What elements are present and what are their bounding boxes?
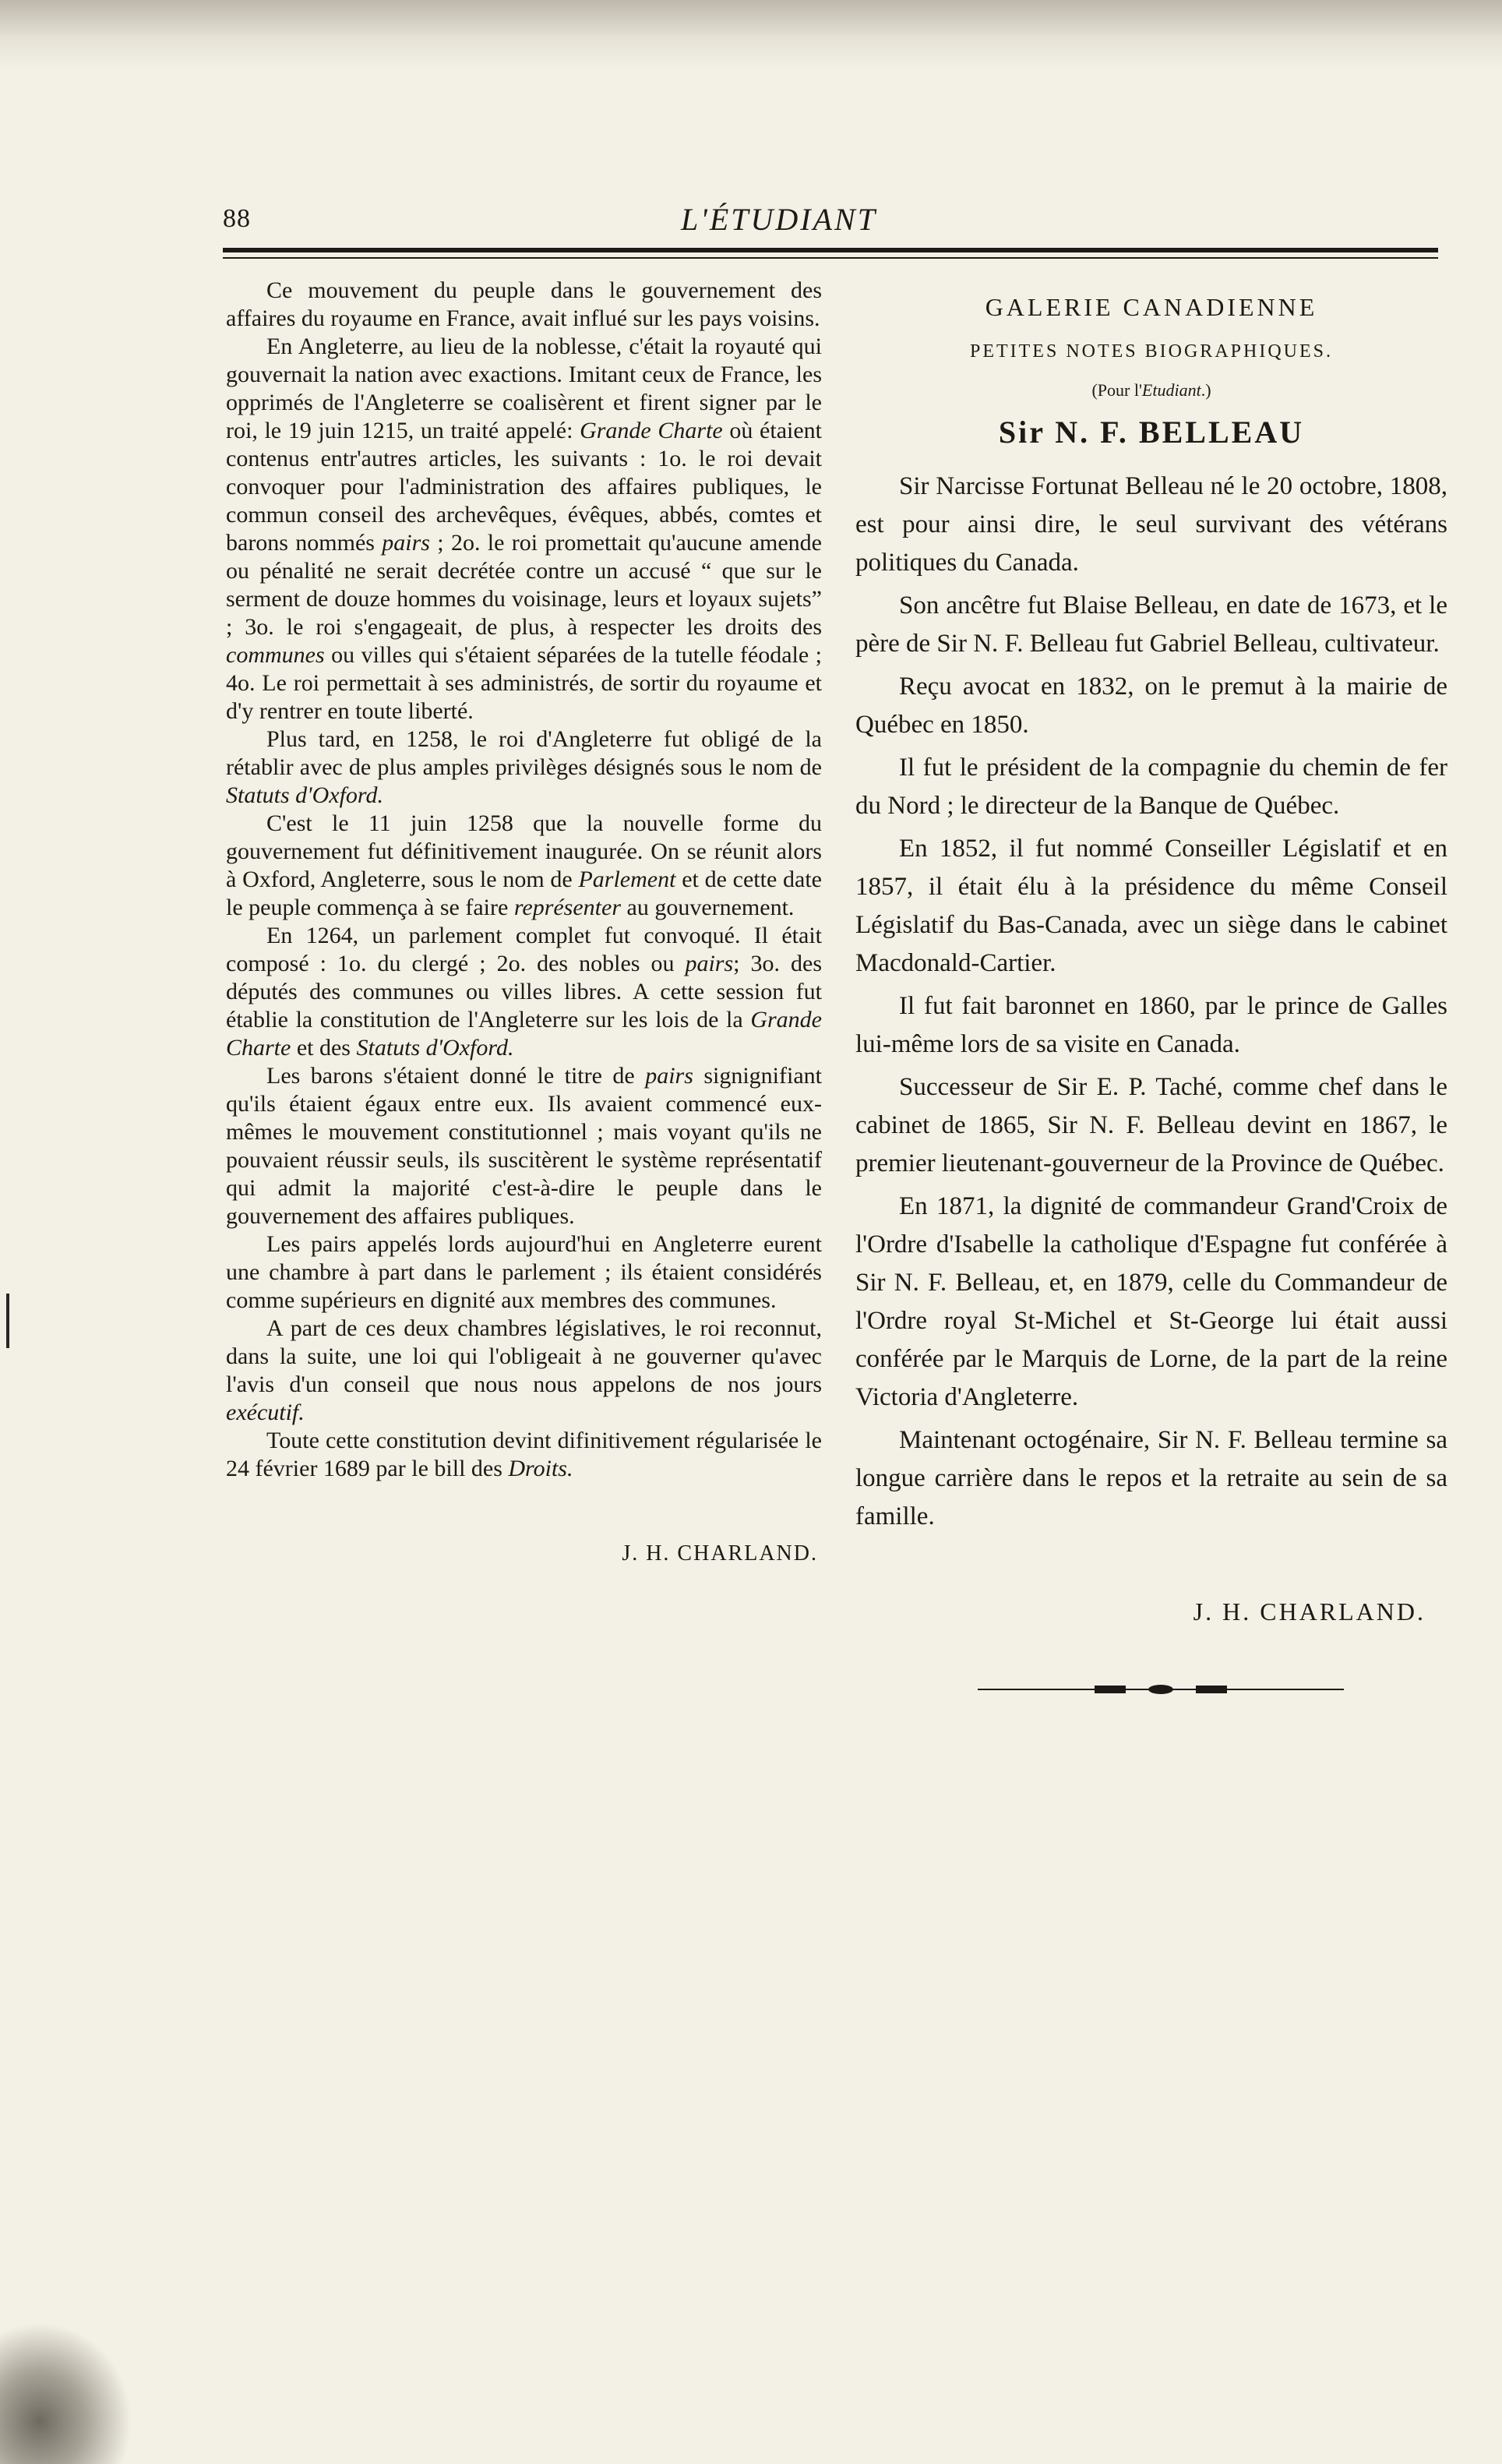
header-rule-thick	[223, 248, 1438, 252]
note-text: .)	[1201, 380, 1211, 400]
italic-term: communes	[226, 642, 325, 668]
biography-name-heading: Sir N. F. BELLEAU	[998, 415, 1305, 450]
section-title: GALERIE CANADIENNE	[985, 293, 1318, 321]
paragraph-text: ; 2o. le roi promettait qu'aucune amende ou pénalité ne serait decrétée contre un accusé “ que sur le serment de douze hommes du voisinage, leurs et loyaux sujets” ; 3o. le roi s'engageait, de plus, à respecter les droits des	[226, 530, 822, 640]
section-subtitle: PETITES NOTES BIOGRAPHIQUES.	[969, 341, 1333, 362]
paragraph-text: Ce mouvement du peuple dans le gouvernement des affaires du royaume en France, avait influé sur les pays voisins.	[226, 277, 822, 331]
right-paragraph: En 1871, la dignité de commandeur Grand'Croix de l'Ordre d'Isabelle la catholique d'Espagne fut conférée à Sir N. F. Belleau, et, en 1879, celle du Commandeur de l'Ordre royal St-Michel et St-George lui était aussi conférée par le Marquis de Lorne, de la part de la reine Victoria d'Angleterre.	[855, 1192, 1447, 1411]
paragraph-text: signignifiant qu'ils étaient égaux entre eux. Ils avaient commencé eux-mêmes le mouvement constitutionnel ; mais voyant qu'ils ne pouvaient réussir seuls, ils suscitèrent le système représentatif qui admit la majorité c'est-à-dire le peuple dans le gouvernement des affaires publiques.	[226, 1063, 822, 1229]
right-paragraph: Sir Narcisse Fortunat Belleau né le 20 octobre, 1808, est pour ainsi dire, le seul survivant des vétérans politiques du Canada.	[855, 472, 1447, 577]
italic-term: pairs	[382, 530, 430, 556]
scan-smudge	[0, 2322, 132, 2464]
left-paragraph	[226, 725, 822, 810]
italic-term: Grande Charte	[226, 1007, 822, 1061]
paragraph-text: Toute cette constitution devint difinitivement régularisée le 24 février 1689 par le bill des	[226, 1428, 822, 1481]
header-rule-thin	[223, 257, 1438, 259]
left-paragraph	[226, 1427, 822, 1483]
paragraph-text: Les pairs appelés lords aujourd'hui en Angleterre eurent une chambre à part dans le parlement ; ils étaient considérés comme supérieurs en dignité aux membres des communes.	[226, 1231, 822, 1313]
left-paragraph	[226, 1062, 822, 1230]
italic-term: Parlement	[578, 867, 676, 892]
italic-term: exécutif.	[226, 1400, 305, 1425]
italic-term: Grande Charte	[580, 418, 723, 443]
paragraph-text: où étaient contenus entr'autres articles, les suivants : 1o. le roi devait convoquer pour l'administration des affaires publiques, le commun conseil des archevêques, évêques, abbés, comtes et barons nommés	[226, 418, 823, 556]
paragraph-text: En 1264, un parlement complet fut convoqué. Il était composé : 1o. du clergé ; 2o. des nobles ou	[226, 923, 822, 976]
right-paragraph: Son ancêtre fut Blaise Belleau, en date de 1673, et le père de Sir N. F. Belleau fut Gabriel Belleau, cultivateur.	[855, 591, 1447, 658]
italic-term: représenter	[513, 895, 621, 920]
paragraph-text: ou villes qui s'étaient séparées de la tutelle féodale ; 4o. Le roi permettait à ses administrés, de sortir du royaume et d'y rentrer en toute liberté.	[226, 642, 822, 724]
right-paragraph: Il fut le président de la compagnie du chemin de fer du Nord ; le directeur de la Banque de Québec.	[855, 754, 1447, 820]
paragraph-text: et des	[291, 1035, 357, 1061]
left-paragraph	[226, 277, 822, 333]
ornament-divider-icon	[978, 1682, 1344, 1697]
right-signature: J. H. CHARLAND.	[1193, 1597, 1426, 1626]
scan-edge-shading	[0, 0, 1502, 70]
scan-edge-mark	[6, 1294, 9, 1348]
left-paragraph	[226, 810, 822, 922]
note-text: (Pour l'	[1091, 380, 1142, 400]
left-paragraph	[226, 1315, 822, 1427]
paragraph-text: ; 3o. des députés des communes ou villes libres. A cette session fut établie la constitution de l'Angleterre sur les lois de la	[226, 951, 823, 1033]
italic-term: Droits.	[508, 1456, 573, 1481]
page-number: 88	[223, 204, 251, 233]
left-column	[226, 277, 822, 1483]
paragraph-text: Plus tard, en 1258, le roi d'Angleterre fut obligé de la rétablir avec de plus amples privilèges désignés sous le nom de	[226, 726, 822, 780]
paragraph-text: En Angleterre, au lieu de la noblesse, c'était la royauté qui gouvernait la nation avec exactions. Imitant ceux de France, les opprimés de l'Angleterre se coalisèrent et firent signer par le roi, le 19 juin 1215, un traité appelé:	[226, 334, 822, 443]
italic-term: Statuts d'Oxford.	[356, 1035, 514, 1061]
paragraph-text: au gouvernement.	[621, 895, 795, 920]
note-italic: Etudiant	[1141, 380, 1201, 400]
italic-term: Statuts d'Oxford.	[226, 782, 383, 808]
right-paragraph: En 1852, il fut nommé Conseiller Législatif et en 1857, il était élu à la présidence du même Conseil Législatif du Bas-Canada, avec un siège dans le cabinet Macdonald-Cartier.	[855, 835, 1447, 977]
paragraph-text: et de cette date le peuple commença à se faire	[226, 867, 822, 920]
paragraph-text: C'est le 11 juin 1258 que la nouvelle forme du gouvernement fut définitivement inaugurée. On se réunit alors à Oxford, Angleterre, sous le nom de	[226, 810, 822, 892]
running-title: L'ÉTUDIANT	[681, 202, 877, 237]
source-note	[855, 379, 1447, 402]
right-paragraph: Maintenant octogénaire, Sir N. F. Belleau termine sa longue carrière dans le repos et la retraite au sein de sa famille.	[855, 1426, 1447, 1530]
paragraph-text: A part de ces deux chambres législatives, le roi reconnut, dans la suite, une loi qui l'obligeait à ne gouverner qu'avec l'avis d'un conseil que nous nous appelons de nos jours	[226, 1315, 822, 1397]
italic-term: pairs	[645, 1063, 693, 1089]
right-paragraph: Reçu avocat en 1832, on le premut à la mairie de Québec en 1850.	[855, 672, 1447, 739]
right-paragraph: Il fut fait baronnet en 1860, par le prince de Galles lui-même lors de sa visite en Canada.	[855, 992, 1447, 1058]
paragraph-text: Les barons s'étaient donné le titre de	[266, 1063, 646, 1089]
left-paragraph	[226, 922, 822, 1062]
right-paragraph: Successeur de Sir E. P. Taché, comme chef dans le cabinet de 1865, Sir N. F. Belleau devint en 1867, le premier lieutenant-gouverneur de la Province de Québec.	[855, 1073, 1447, 1177]
italic-term: pairs	[685, 951, 734, 976]
left-paragraph	[226, 1230, 822, 1315]
left-signature: J. H. CHARLAND.	[622, 1541, 818, 1566]
left-paragraph	[226, 333, 822, 725]
right-column	[855, 290, 1447, 1541]
